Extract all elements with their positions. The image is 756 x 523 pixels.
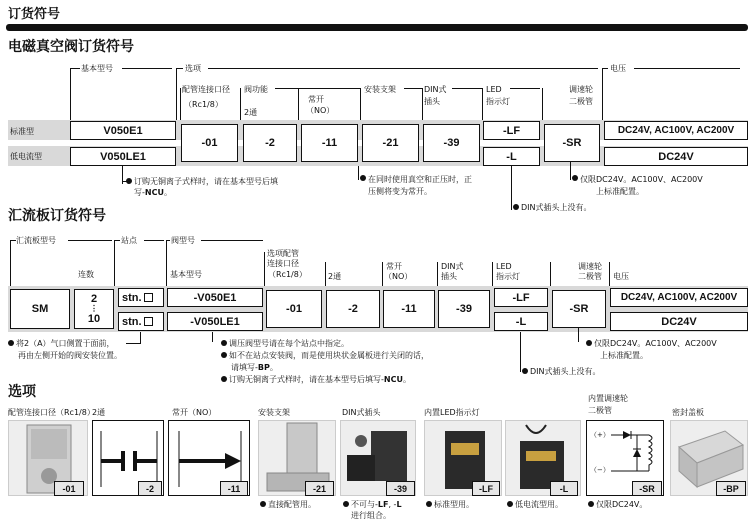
hdr-led: LED <box>486 85 502 94</box>
divider <box>144 240 164 241</box>
hdr-port-unit: （Rc1/8） <box>184 100 223 109</box>
hdr-led3: LED <box>496 262 512 271</box>
note-v2-1: 如不在站点安装阀，而是使用块状金属板进行关闭的话， <box>229 351 429 360</box>
hdr-no-paren2: （NO） <box>384 272 413 281</box>
hdr-port2: 连接口径 <box>267 259 299 268</box>
divider <box>180 88 181 120</box>
count-top: 2 <box>90 293 98 305</box>
divider <box>602 68 608 69</box>
bullet <box>260 501 266 507</box>
tag-sr: -SR <box>632 481 662 496</box>
hdr-opt: 选项配管 <box>267 249 299 258</box>
hdr-din2: 插头 <box>424 97 440 106</box>
tag-39: -39 <box>386 481 415 496</box>
note-dc2-1: 仅限DC24V。AC100V、AC200V <box>594 339 717 348</box>
code-din2: -39 <box>438 290 490 328</box>
sr-plus: （+） <box>590 431 610 439</box>
code-bracket: -21 <box>362 124 419 162</box>
tag-11: -11 <box>220 481 248 496</box>
tag-2: -2 <box>138 481 162 496</box>
bullet <box>507 501 513 507</box>
code-led-l: -L <box>483 147 540 166</box>
divider <box>482 88 483 120</box>
bullet <box>221 376 227 382</box>
note-stn-2: 再由左侧开始的阀安装位置。 <box>18 351 122 360</box>
hdr-din4: 插头 <box>441 272 457 281</box>
stn-1: stn. <box>118 288 164 307</box>
hdr-manifold: 汇流板型号 <box>16 236 56 245</box>
hdr-valve-func: 阀功能 <box>244 85 268 94</box>
hdr-bracket: 安装支架 <box>364 85 396 94</box>
opt-port-label: 配管连接口径（Rc1/8） <box>8 408 95 417</box>
tag-01: -01 <box>54 481 84 496</box>
note-stn-1: 将2（A）气口侧置于面前， <box>16 339 115 348</box>
divider <box>212 332 213 342</box>
tag-21: -21 <box>305 481 334 496</box>
hdr-led2: 指示灯 <box>486 97 510 106</box>
hdr-2way: 2通 <box>244 108 258 117</box>
model-standard: V050E1 <box>70 121 176 140</box>
divider <box>492 262 493 286</box>
hdr-port: 配管连接口径 <box>182 85 230 94</box>
divider <box>437 262 438 286</box>
hdr-port-unit2: （Rc1/8） <box>268 270 307 279</box>
divider <box>166 240 167 286</box>
divider <box>382 262 383 286</box>
divider <box>609 262 610 286</box>
opt-sr-label-1: 内置调速轮 <box>588 394 628 403</box>
note-din2: DIN式插头上没有。 <box>530 367 601 376</box>
opt-lf-note: 标准型用。 <box>434 500 474 509</box>
hdr-base: 基本型号 <box>170 270 202 279</box>
count-dots: ⋮ <box>90 304 98 313</box>
bullet <box>221 352 227 358</box>
code-2way2: -2 <box>326 290 380 328</box>
divider <box>166 240 170 241</box>
hdr-base-model: 基本型号 <box>81 64 113 73</box>
code-no2: -11 <box>383 290 435 328</box>
hdr-station: 站点 <box>121 236 137 245</box>
divider <box>114 240 115 286</box>
opt-bracket-label: 安装支架 <box>258 408 290 417</box>
divider <box>68 240 112 241</box>
divider <box>634 68 740 69</box>
bullet <box>360 175 366 181</box>
divider <box>70 68 71 120</box>
opt-bracket-note: 直接配管用。 <box>268 500 316 509</box>
divider <box>404 88 422 89</box>
code-sr2: -SR <box>552 290 606 328</box>
note-v1: 调压阀型号请在每个站点中指定。 <box>229 339 349 348</box>
tag-lf: -LF <box>472 481 500 496</box>
opt-l-note: 低电流型用。 <box>515 500 563 509</box>
divider <box>520 332 521 372</box>
code-sm: SM <box>10 289 70 329</box>
divider <box>422 88 423 120</box>
divider <box>176 68 177 120</box>
hdr-speed4: 二极管 <box>578 272 602 281</box>
divider <box>201 240 263 241</box>
station-count <box>74 289 114 329</box>
divider <box>360 88 361 120</box>
opt-bp-label: 密封盖板 <box>672 408 704 417</box>
divider <box>240 88 241 120</box>
volt-1: DC24V, AC100V, AC200V <box>604 121 748 140</box>
section2-heading: 汇流板订货符号 <box>8 208 106 224</box>
opt-2way-label: 2通 <box>92 408 106 417</box>
divider <box>511 166 512 210</box>
model-manifold-2: -V050LE1 <box>167 312 263 331</box>
hdr-din3: DIN式 <box>441 262 464 271</box>
note-dc2-2: 上标准配置。 <box>600 351 648 360</box>
opt-no-label: 常开（NO） <box>172 408 217 417</box>
note-ncu-2: 写-NCU。 <box>134 188 172 197</box>
opt-led-label: 内置LED指示灯 <box>424 408 480 417</box>
volt-manifold-1: DC24V, AC100V, AC200V <box>610 288 748 307</box>
hdr-speed3: 调速轮 <box>578 262 602 271</box>
divider <box>602 68 603 120</box>
tag-bp: -BP <box>716 481 746 496</box>
bullet <box>588 501 594 507</box>
hdr-2way2: 2通 <box>328 272 342 281</box>
note-din: DIN式插头上没有。 <box>521 203 592 212</box>
bullet <box>221 340 227 346</box>
divider <box>208 68 598 69</box>
hdr-voltage: 电压 <box>610 64 626 73</box>
divider <box>126 343 141 344</box>
note-vp-1: 在同时使用真空和正压时，正 <box>368 175 472 184</box>
opt-din-label: DIN式插头 <box>342 408 381 417</box>
opt-din-note-1: 不可与-LF, -L <box>351 500 402 509</box>
divider <box>114 240 120 241</box>
row-standard-label: 标准型 <box>10 127 34 136</box>
opt-sr-label-2: 二极管 <box>588 406 612 415</box>
divider <box>358 166 359 180</box>
divider <box>452 88 482 89</box>
model-lowcurrent: V050LE1 <box>70 147 176 166</box>
sr-minus: （−） <box>590 466 610 474</box>
bullet <box>586 340 592 346</box>
hdr-voltage2: 电压 <box>613 272 629 281</box>
divider <box>510 88 540 89</box>
section1-heading: 电磁真空阀订货符号 <box>8 39 134 55</box>
note-dc-1: 仅限DC24V。AC100V、AC200V <box>580 175 703 184</box>
divider <box>298 88 299 120</box>
divider <box>176 68 183 69</box>
divider <box>578 328 579 342</box>
options-heading: 选项 <box>8 384 36 400</box>
divider <box>542 88 543 120</box>
divider <box>570 162 571 180</box>
hdr-no-paren: （NO） <box>306 106 335 115</box>
bullet <box>426 501 432 507</box>
opt-din-note-2: 进行组合。 <box>351 511 391 520</box>
opt-sr-note: 仅限DC24V。 <box>596 500 648 509</box>
bullet <box>522 368 528 374</box>
count-bottom: 10 <box>87 313 101 325</box>
divider <box>140 332 141 343</box>
code-2way: -2 <box>243 124 297 162</box>
volt-manifold-2: DC24V <box>610 312 748 331</box>
hdr-count: 连数 <box>78 270 94 279</box>
divider <box>264 252 265 286</box>
divider <box>275 88 360 89</box>
hdr-no: 常开 <box>308 95 324 104</box>
divider <box>122 181 127 182</box>
note-v2-2: 请填写-BP。 <box>231 363 278 372</box>
note-ncu-1: 订购无铜离子式样时，请在基本型号后填 <box>134 177 278 186</box>
row-lowcurrent-label: 低电流型 <box>10 152 42 161</box>
code-port2: -01 <box>266 290 322 328</box>
divider <box>70 68 80 69</box>
hdr-speed2: 二极管 <box>569 97 593 106</box>
divider <box>122 68 172 69</box>
tag-l: -L <box>550 481 578 496</box>
note-vp-2: 压侧将变为常开。 <box>368 187 432 196</box>
hdr-valve: 阀型号 <box>171 236 195 245</box>
hdr-led4: 指示灯 <box>496 272 520 281</box>
bullet <box>513 204 519 210</box>
code-led-lf: -LF <box>483 121 540 140</box>
volt-2: DC24V <box>604 147 748 166</box>
code-sr: -SR <box>544 124 600 162</box>
model-manifold-1: -V050E1 <box>167 288 263 307</box>
divider <box>325 262 326 286</box>
code-port: -01 <box>181 124 238 162</box>
note-dc-2: 上标准配置。 <box>596 187 644 196</box>
note-v3: 订购无铜离子式样时，请在基本型号后填写-NCU。 <box>229 375 411 384</box>
bullet <box>572 175 578 181</box>
hdr-speed: 调速轮 <box>569 85 593 94</box>
hdr-no2: 常开 <box>386 262 402 271</box>
divider <box>550 262 551 286</box>
code-led-lf2: -LF <box>494 288 548 307</box>
code-din: -39 <box>423 124 480 162</box>
bullet <box>8 340 14 346</box>
bullet <box>343 501 349 507</box>
page-title: 订货符号 <box>8 7 61 22</box>
title-bar <box>6 24 748 31</box>
code-no: -11 <box>301 124 358 162</box>
hdr-din: DIN式 <box>424 85 447 94</box>
hdr-options: 选项 <box>185 64 201 73</box>
code-led-l2: -L <box>494 312 548 331</box>
stn-2: stn. <box>118 312 164 331</box>
divider <box>10 240 11 286</box>
